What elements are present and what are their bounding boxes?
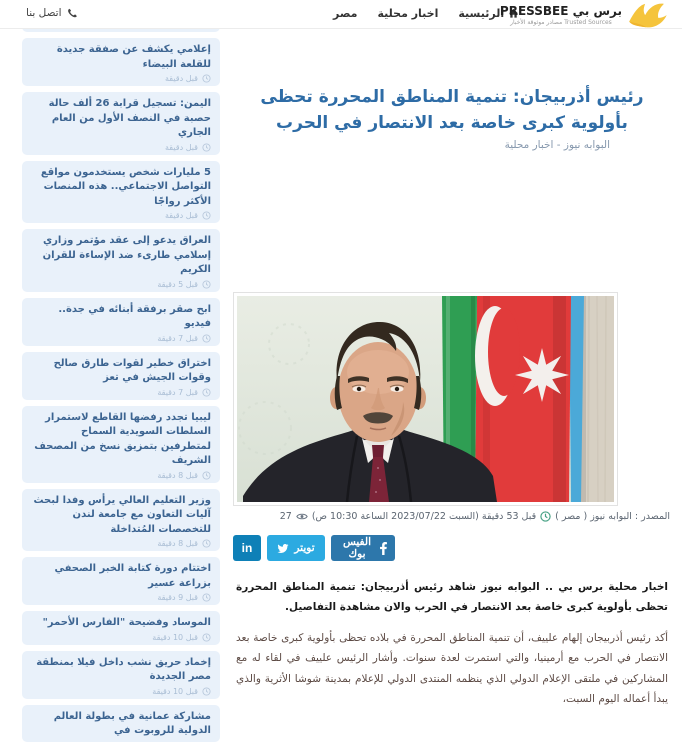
- president-portrait: [237, 296, 614, 502]
- sidebar: [22, 29, 220, 748]
- news-card-time-label: قبل 10 دقيقة: [152, 686, 198, 696]
- news-card-time: [31, 334, 211, 343]
- share-facebook-label: الفيس بوك: [343, 536, 371, 560]
- article-body: [236, 577, 668, 710]
- news-card-time-label: قبل دقيقة: [165, 211, 198, 220]
- clock-icon: [202, 143, 211, 152]
- news-card-title: اليمن: تسجيل قرابة 26 ألف حالة حصبة في النصف الأول من العام الجاري: [48, 98, 211, 138]
- news-card-title: ليبيا تجدد رفضها القاطع لاستمرار السلطات السويدية السماح لمتطرفين بتمزيق نسخ من المصحف الشريف: [34, 411, 211, 466]
- news-card-time: [31, 211, 211, 220]
- pressbee-bird-icon: [624, 1, 670, 31]
- news-card[interactable]: [22, 229, 220, 292]
- clock-icon: [202, 388, 211, 397]
- news-card-title: إعلامي يكشف عن صفقة جديدة للقلعة البيضاء: [56, 44, 211, 70]
- news-card-title: ابح صقر برفقة أبنائه في جدة.. فيديو: [58, 303, 211, 329]
- news-card-time-label: قبل 7 دقيقة: [157, 387, 198, 397]
- brand-name-en: PRESSBEE: [499, 4, 569, 18]
- clock-icon: [202, 539, 211, 548]
- clock-icon: [202, 593, 211, 602]
- facebook-f-icon: [380, 542, 387, 555]
- phone-icon: [67, 8, 78, 19]
- linkedin-in-icon: in: [241, 541, 253, 555]
- clock-icon: [202, 471, 211, 480]
- news-card-title: وزير التعليم العالي يرأس وفدا لبحث آليات التعاون مع جامعة لندن للتخصصات المُتداخلة: [33, 494, 211, 535]
- news-card[interactable]: [22, 298, 220, 346]
- brand-name-ar: برس بي: [572, 4, 622, 18]
- article-lead-paragraph: اخبار محلية برس بي .. البوابه نيوز شاهد رئيس أذربيجان: تنمية المناطق المحررة تحظى بأولوية كبرى خاصة بعد الانتصار في الحرب والان مشاهدة التفاصيل.: [236, 581, 668, 614]
- article-source-line: البوابه نيوز - اخبار محلية: [504, 139, 610, 151]
- clock-icon: [202, 687, 211, 696]
- share-facebook-button[interactable]: [331, 535, 395, 561]
- site-logo[interactable]: [500, 1, 670, 31]
- news-card-time-label: قبل 8 دقيقة: [157, 539, 198, 548]
- news-card[interactable]: [22, 161, 220, 224]
- news-card-time: [31, 74, 211, 83]
- news-card-time: [31, 687, 211, 696]
- share-linkedin-button[interactable]: [233, 535, 261, 561]
- main-nav: [333, 7, 519, 20]
- clock-icon: [202, 211, 211, 220]
- news-card-title: اختراق خطير لقوات طارق صالح وقوات الجيش في تعز: [53, 357, 211, 383]
- news-card-time-label: قبل دقيقة: [165, 74, 198, 83]
- contact-label: اتصل بنا: [26, 7, 62, 19]
- brand-name: [500, 4, 622, 26]
- article-meta: [280, 511, 670, 522]
- news-card[interactable]: [22, 611, 220, 645]
- news-card-time-label: قبل 5 دقيقة: [157, 279, 198, 289]
- share-buttons: [233, 535, 395, 561]
- nav-item-label: مصر: [333, 7, 358, 20]
- news-card[interactable]: [22, 92, 220, 155]
- nav-item-label: الرئيسية: [458, 7, 505, 20]
- news-card-time-label: قبل 10 دقيقة: [152, 632, 198, 642]
- news-card-title: العراق يدعو إلى عقد مؤتمر وزاري إسلامي طارىء ضد الإساءة للقران الكريم: [42, 235, 211, 275]
- article-image: [233, 292, 618, 506]
- news-card[interactable]: [22, 489, 220, 552]
- clock-icon: [540, 511, 551, 522]
- news-card-time-label: قبل 8 دقيقة: [157, 470, 198, 480]
- news-card[interactable]: [22, 651, 220, 699]
- news-card-time: [31, 388, 211, 397]
- nav-item-local-news[interactable]: [378, 7, 439, 20]
- news-card-title: اختتام دورة كتابة الخبر الصحفي بزراعة عسير: [54, 563, 211, 589]
- news-card-time: [31, 143, 211, 152]
- news-card-time: [31, 471, 211, 480]
- article-title: رئيس أذربيجان: تنمية المناطق المحررة تحظى بأولوية كبرى خاصة بعد الانتصار في الحرب: [260, 87, 644, 134]
- meta-source: المصدر : البوابه نيوز ( مصر ): [555, 511, 670, 522]
- news-card-time-label: قبل 7 دقيقة: [157, 333, 198, 343]
- news-card[interactable]: [22, 352, 220, 400]
- news-card-time-label: قبل 9 دقيقة: [157, 593, 198, 602]
- clock-icon: [202, 280, 211, 289]
- news-card-time: [31, 593, 211, 602]
- meta-time: قبل 53 دقيقة (السبت 2023/07/22 الساعة 10:30 ص): [311, 511, 537, 522]
- clock-icon: [202, 74, 211, 83]
- news-card-title: 5 مليارات شخص يستخدمون مواقع التواصل الاجتماعي.. هذه المنصات الأكثر رواجًا: [40, 166, 211, 207]
- news-card[interactable]: [22, 557, 220, 605]
- meta-views-count: 27: [279, 511, 292, 522]
- news-card-time: [31, 280, 211, 289]
- news-card-time: [31, 539, 211, 548]
- contact-link[interactable]: [26, 7, 78, 19]
- brand-tagline: Trusted Sources مصادر موثوقة الأخبار: [510, 19, 612, 26]
- nav-item-egypt[interactable]: [333, 7, 358, 20]
- topbar: [0, 0, 682, 29]
- nav-item-label: اخبار محلية: [377, 7, 439, 20]
- news-card[interactable]: [22, 38, 220, 86]
- news-card-time-label: قبل دقيقة: [165, 142, 198, 152]
- news-card-title: مشاركة عمانية في بطولة العالم الدولية للروبوت في: [53, 710, 211, 736]
- share-twitter-button[interactable]: [267, 535, 325, 561]
- share-twitter-label: تويتر: [294, 542, 315, 554]
- twitter-bird-icon: [277, 543, 289, 554]
- news-card[interactable]: [22, 705, 220, 742]
- clock-icon: [202, 334, 211, 343]
- news-card-time: [31, 633, 211, 642]
- clock-icon: [202, 633, 211, 642]
- eye-icon: [296, 512, 308, 521]
- article-main: [230, 29, 682, 706]
- news-card-title: إخماد حريق نشب داخل فيلا بمنطقة مصر الجديدة: [36, 656, 211, 682]
- article-paragraph: أكد رئيس أذربيجان إلهام علييف، أن تنمية المناطق المحررة في بلاده تحظى بأولوية كبرى خاصة بعد الانتصار في الحرب مع أرمينيا، والتي استمرت لعدة سنوات. وأشار الرئيس علييف في لقاء له مع المشاركين في ملتقى الإعلام الدولي الذي ينظمه المنتدى الدولي للإعلام بمدينة شوشا الأثرية والذي يبدأ أعماله اليوم السبت،: [236, 631, 668, 706]
- news-card[interactable]: [22, 406, 220, 483]
- news-card-title: الموساد وفضيحة "الفارس الأحمر": [42, 617, 211, 628]
